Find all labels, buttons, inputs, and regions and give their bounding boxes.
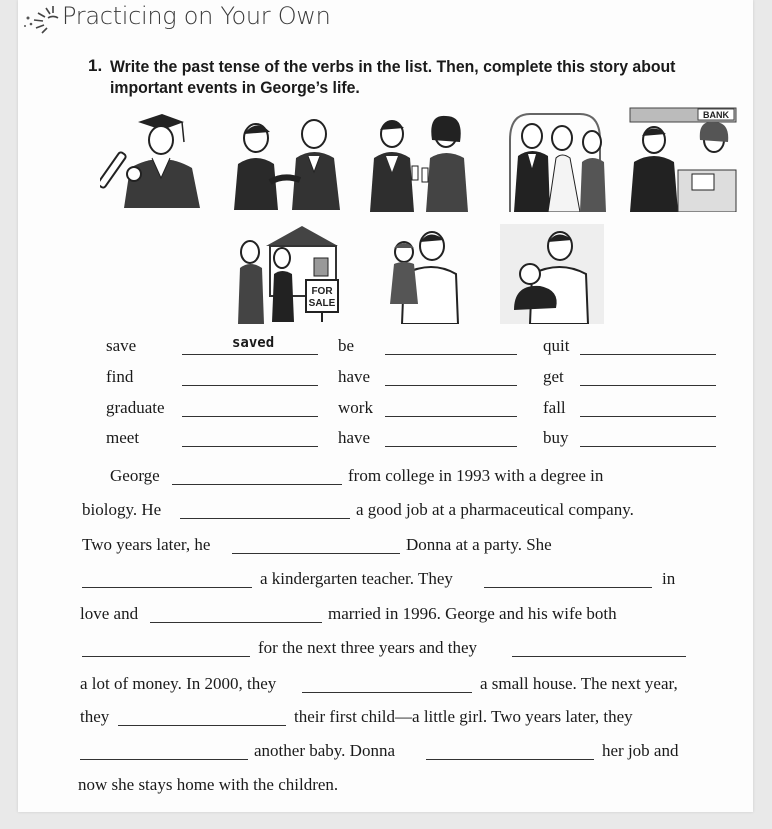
story-text: a lot of money. In 2000, they: [80, 674, 277, 693]
story-answer-blank[interactable]: [82, 587, 252, 588]
verb-answer-blank[interactable]: [182, 385, 318, 386]
verb-answer-blank[interactable]: [182, 354, 318, 355]
exercise-instruction: Write the past tense of the verbs in the list. Then, complete this story about important events in George’s life.: [110, 57, 676, 97]
first-child-picture: [384, 224, 460, 324]
story-text: biology. He: [82, 500, 162, 519]
story-text: their first child—a little girl. Two years later, they: [294, 707, 633, 726]
verb-label-have: have: [338, 428, 371, 447]
story-text: her job and: [602, 741, 679, 760]
verb-answer-blank[interactable]: [580, 354, 716, 355]
story-answer-blank[interactable]: [80, 759, 248, 760]
wedding-picture: [500, 110, 610, 212]
verb-answer-blank[interactable]: [385, 446, 517, 447]
verb-label-save: save: [106, 336, 137, 355]
verb-label-be: be: [338, 336, 355, 355]
story-answer-blank[interactable]: [180, 518, 350, 519]
verb-label-work: work: [338, 398, 373, 417]
verb-answer-blank[interactable]: [580, 446, 716, 447]
story-text: Donna at a party. She: [406, 535, 552, 554]
verb-answer-blank[interactable]: [182, 446, 318, 447]
story-text: now she stays home with the children.: [78, 775, 339, 794]
verb-answer-blank[interactable]: [182, 416, 318, 417]
bank-sign: BANK: [703, 110, 729, 120]
story-answer-blank[interactable]: [302, 692, 472, 693]
story-answer-blank[interactable]: [484, 587, 652, 588]
story-text: love and: [80, 604, 139, 623]
for-sale-sign-line1: FOR: [311, 286, 333, 297]
verb-label-meet: meet: [106, 428, 140, 447]
story-text: Two years later, he: [82, 535, 211, 554]
verb-label-quit: quit: [543, 336, 570, 355]
house-for-sale-picture: [236, 222, 340, 324]
bank-picture: [628, 106, 738, 212]
verb-label-graduate: graduate: [106, 398, 165, 417]
story-answer-blank[interactable]: [426, 759, 594, 760]
verb-answer-blank[interactable]: [385, 354, 517, 355]
story-answer-blank[interactable]: [150, 622, 322, 623]
story-text: they: [80, 707, 110, 726]
story-answer-blank[interactable]: [512, 656, 686, 657]
story-text: in: [662, 569, 676, 588]
verb-answer-blank[interactable]: [385, 385, 517, 386]
story-text: another baby. Donna: [254, 741, 395, 760]
verb-label-find: find: [106, 367, 134, 386]
story-text: married in 1996. George and his wife both: [328, 604, 617, 623]
job-handshake-picture: [234, 112, 342, 210]
section-title: Practicing on Your Own: [62, 2, 331, 30]
verb-answer-text: saved: [232, 335, 275, 351]
story-answer-blank[interactable]: [232, 553, 400, 554]
story-text: a kindergarten teacher. They: [260, 569, 453, 588]
verb-answer-blank[interactable]: [580, 385, 716, 386]
graduation-picture: [100, 108, 212, 210]
story-text: a good job at a pharmaceutical company.: [356, 500, 634, 519]
story-text: a small house. The next year,: [480, 674, 678, 693]
sun-icon: [20, 4, 60, 34]
verb-label-have: have: [338, 367, 371, 386]
story-answer-blank[interactable]: [172, 484, 342, 485]
verb-label-buy: buy: [543, 428, 569, 447]
verb-answer-blank[interactable]: [385, 416, 517, 417]
verb-label-get: get: [543, 367, 564, 386]
story-text: for the next three years and they: [258, 638, 478, 657]
exercise-number: 1.: [88, 56, 103, 75]
story-text: from college in 1993 with a degree in: [348, 466, 604, 485]
story-answer-blank[interactable]: [118, 725, 286, 726]
for-sale-sign-line2: SALE: [308, 298, 336, 309]
story-answer-blank[interactable]: [82, 656, 250, 657]
couple-meeting-picture: [368, 110, 472, 212]
verb-label-fall: fall: [543, 398, 566, 417]
verb-answer-blank[interactable]: [580, 416, 716, 417]
second-baby-picture: [500, 224, 604, 324]
story-text: George: [110, 466, 160, 485]
